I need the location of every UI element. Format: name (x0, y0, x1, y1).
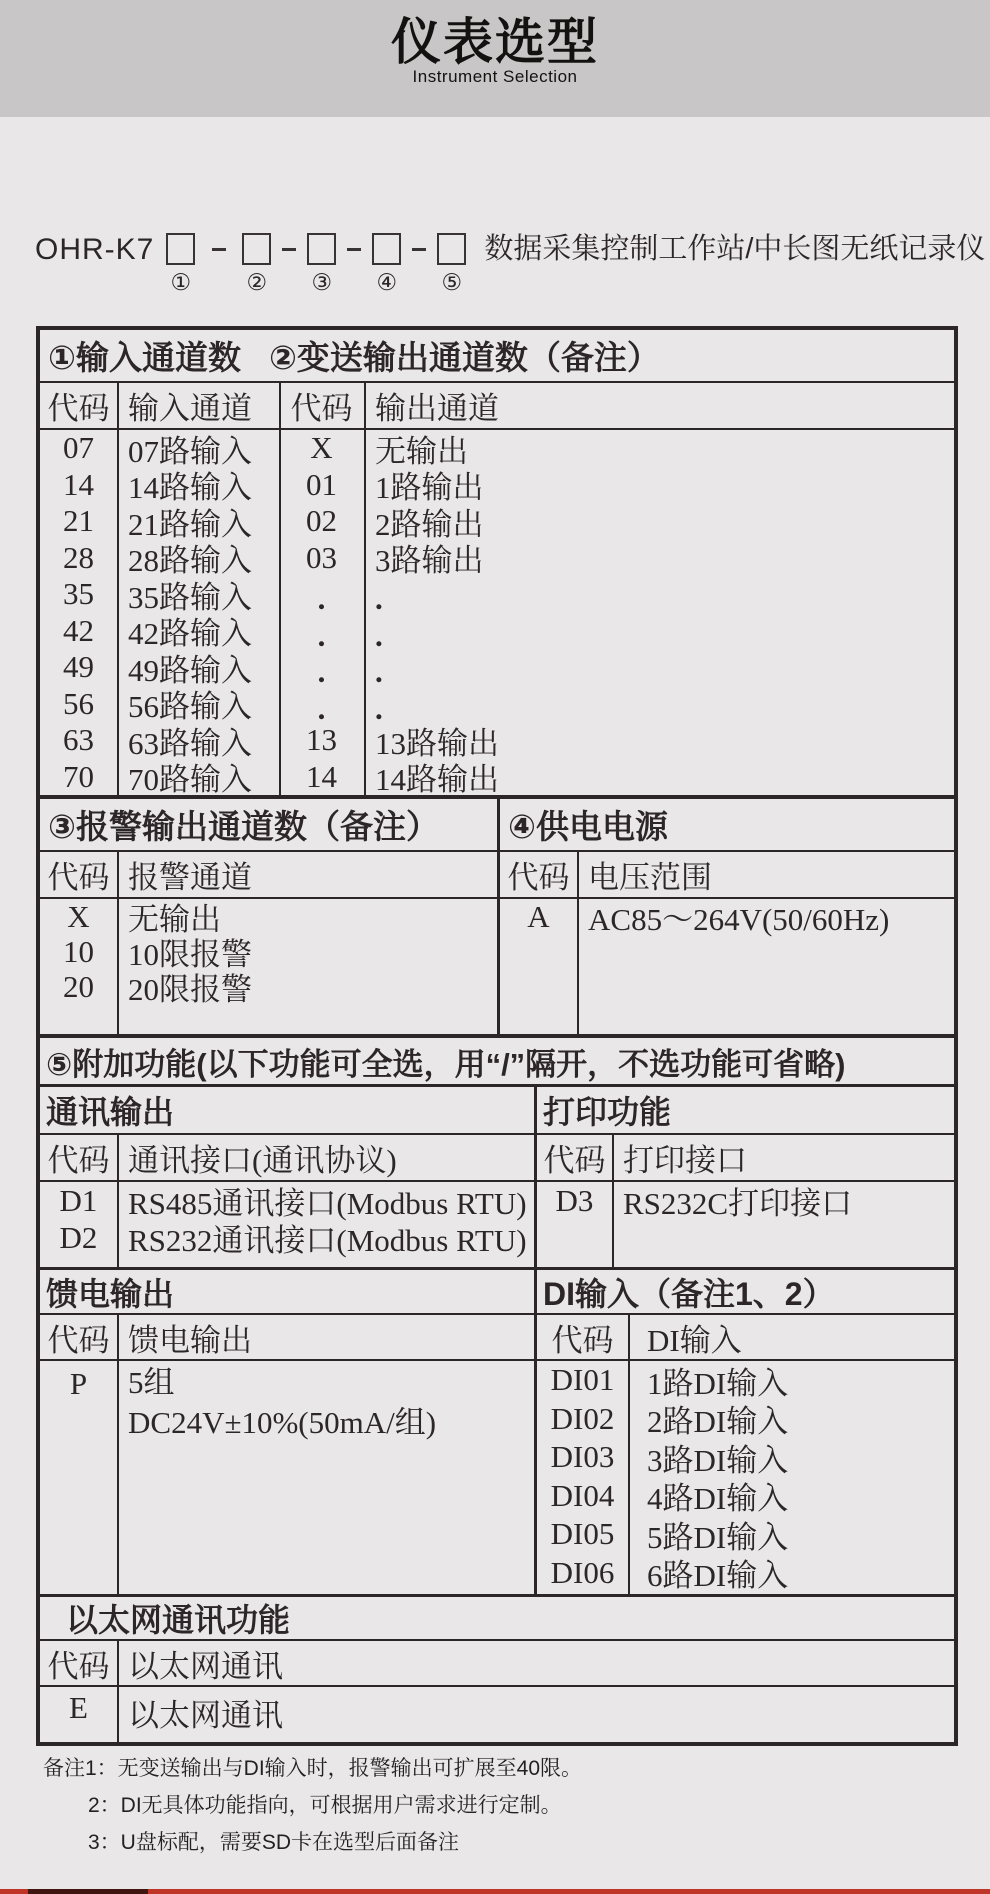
page-header (0, 0, 990, 117)
section-di (537, 1270, 954, 1594)
remark-2: 2：DI无具体功能指向，可根据用户需求进行定制。 (88, 1794, 562, 1817)
value-cell: 5路DI输入 (647, 1519, 789, 1555)
table-row (40, 576, 954, 617)
col-header-code: 代码 (543, 1143, 606, 1178)
table-row (40, 1219, 534, 1256)
section-ethernet (40, 1594, 954, 1742)
table-row (537, 1477, 954, 1516)
table-row (500, 898, 954, 937)
value-cell: 56路输入 (128, 689, 252, 725)
code-cell: 14 (306, 758, 337, 794)
table-row (40, 968, 497, 1007)
value-cell (117, 1361, 534, 1594)
table-row (40, 898, 497, 937)
print-rows (537, 1182, 954, 1219)
section-comm-print (40, 1087, 954, 1267)
code-cell: DI04 (550, 1477, 615, 1513)
selection-table (36, 326, 958, 1746)
di-title: DI输入（备注1、2） (537, 1270, 954, 1315)
value-cell: 1路DI输入 (647, 1365, 789, 1401)
table-row (40, 649, 954, 690)
comm-header-row (40, 1135, 534, 1182)
model-slot-box (437, 233, 466, 265)
value-cell: 以太网通讯 (128, 1698, 283, 1733)
code-cell: A (527, 898, 550, 934)
code-cell: D2 (59, 1219, 98, 1255)
print-title: 打印功能 (537, 1087, 954, 1135)
code-cell: DI06 (550, 1554, 615, 1590)
table-row (537, 1361, 954, 1400)
di-subtable (537, 1315, 954, 1594)
table-row (537, 1182, 954, 1219)
value-cell: 4路DI输入 (647, 1481, 789, 1517)
power-subtable (500, 852, 954, 1034)
code-cell: 63 (63, 722, 94, 758)
col-header-code: 代码 (47, 860, 110, 895)
col-header-code: 代码 (47, 1143, 110, 1178)
value-cell: 无输出 (128, 902, 221, 937)
code-cell: . (317, 581, 326, 617)
code-cell: . (317, 690, 326, 726)
code-cell: 42 (63, 612, 94, 648)
code-cell: . (317, 654, 326, 690)
value-cell: . (375, 690, 383, 726)
io-header-row (40, 383, 954, 430)
value-cell: 07路输入 (128, 433, 252, 469)
value-cell: 无输出 (375, 433, 468, 469)
alarm-subtable (40, 852, 497, 1034)
value-cell: 63路输入 (128, 725, 252, 761)
col-header-output-channel: 输出通道 (375, 391, 499, 426)
value-cell: 70路输入 (128, 762, 252, 798)
section-3-title: ③报警输出通道数（备注） (40, 799, 497, 852)
value-cell: AC85～264V(50/60Hz) (588, 902, 890, 937)
value-cell: 3路输出 (375, 543, 484, 579)
io-subtable (40, 383, 954, 798)
model-slot-5 (437, 233, 466, 295)
value-cell: . (375, 581, 383, 617)
feed-subtable (40, 1315, 534, 1594)
col-header-comm-interface: 通讯接口(通讯协议) (128, 1143, 397, 1178)
code-cell: 21 (63, 503, 94, 539)
model-slot-box (372, 233, 401, 265)
section-5-title: ⑤附加功能(以下功能可全选，用“/”隔开，不选功能可省略) (40, 1034, 954, 1087)
table-row (40, 612, 954, 653)
feed-title: 馈电输出 (40, 1270, 534, 1315)
value-cell: 42路输入 (128, 616, 252, 652)
value-cell: 35路输入 (128, 579, 252, 615)
section-4-title: ④供电电源 (500, 799, 954, 852)
table-row (40, 430, 954, 467)
model-slot-box (242, 233, 271, 265)
code-cell: 70 (63, 758, 94, 794)
page-title: 仪表选型 (391, 14, 599, 70)
section-comm (40, 1087, 537, 1267)
code-cell: 28 (63, 539, 94, 575)
col-header-input-channel: 输入通道 (128, 391, 252, 426)
table-row (40, 540, 954, 577)
comm-rows (40, 1182, 534, 1256)
code-cell: 01 (306, 466, 337, 502)
code-cell: X (310, 430, 333, 466)
section-print (537, 1087, 954, 1267)
code-cell: DI05 (550, 1516, 615, 1552)
value-cell: 2路DI输入 (647, 1404, 789, 1440)
code-cell: 56 (63, 685, 94, 721)
value-cell: 2路输出 (375, 506, 484, 542)
table-row (40, 933, 497, 972)
feed-row (40, 1361, 534, 1594)
value-cell: 3路DI输入 (647, 1442, 789, 1478)
table-row (40, 503, 954, 540)
feed-spec: DC24V±10%(50mA/组) (128, 1405, 437, 1440)
slot-number: ⑤ (441, 270, 463, 295)
value-cell: . (375, 617, 383, 653)
code-cell: 02 (306, 503, 337, 539)
print-header-row (537, 1135, 954, 1182)
value-cell: RS232通讯接口(Modbus RTU) (128, 1223, 527, 1258)
model-slot-box (307, 233, 336, 265)
remarks (43, 1757, 582, 1868)
power-rows (500, 898, 954, 937)
col-header-code: 代码 (47, 1648, 110, 1684)
value-cell: 49路输入 (128, 652, 252, 688)
remark-1: 备注1：无变送输出与DI输入时，报警输出可扩展至40限。 (43, 1757, 583, 1780)
table-row (40, 1182, 534, 1219)
value-cell: 21路输入 (128, 506, 252, 542)
section-feed (40, 1270, 537, 1594)
section-input-output (40, 330, 954, 798)
ethernet-title: 以太网通讯功能 (40, 1597, 954, 1641)
section-feed-di (40, 1267, 954, 1594)
model-description: 数据采集控制工作站/中长图无纸记录仪 (484, 233, 986, 265)
table-row (40, 722, 954, 759)
code-cell: 49 (63, 649, 94, 685)
dash-separator (282, 248, 296, 251)
section-1-2-title (40, 330, 954, 383)
col-header-ethernet: 以太网通讯 (128, 1648, 283, 1684)
table-row (537, 1438, 954, 1477)
section-alarm (40, 799, 500, 1034)
model-slot-3 (307, 233, 336, 295)
slot-number: ④ (376, 270, 398, 295)
code-cell: X (67, 898, 90, 934)
col-header-voltage-range: 电压范围 (588, 860, 712, 895)
code-cell: P (69, 1366, 88, 1401)
col-header-code: 代码 (47, 391, 110, 426)
alarm-rows (40, 898, 497, 1007)
dash-separator (212, 248, 226, 251)
col-header-code: 代码 (47, 1322, 110, 1358)
model-prefix: OHR-K7 (35, 233, 155, 266)
comm-subtable (40, 1135, 534, 1267)
code-cell: DI03 (550, 1439, 615, 1475)
code-cell: DI02 (550, 1400, 615, 1436)
remark-3: 3：U盘标配，需要SD卡在选型后面备注 (88, 1831, 460, 1854)
alarm-header-row (40, 852, 497, 899)
table-row (40, 467, 954, 504)
code-cell: D3 (555, 1182, 594, 1218)
page-subtitle: Instrument Selection (412, 67, 578, 86)
code-cell: 03 (306, 539, 337, 575)
code-cell: 13 (306, 722, 337, 758)
value-cell: 1路输出 (375, 470, 484, 506)
value-cell: 14路输出 (375, 762, 499, 798)
col-header-code: 代码 (290, 391, 353, 426)
section-power (500, 799, 954, 1034)
di-rows (537, 1361, 954, 1592)
table-row (537, 1554, 954, 1593)
col-header-di-input: DI输入 (647, 1322, 742, 1358)
value-cell: 10限报警 (128, 937, 252, 972)
code-cell: . (317, 617, 326, 653)
io-rows (40, 430, 954, 798)
value-cell: 13路输出 (375, 725, 499, 761)
value-cell: 28路输入 (128, 543, 252, 579)
ethernet-subtable (40, 1641, 954, 1742)
table-row (40, 759, 954, 796)
slot-number: ① (170, 270, 192, 295)
table-row (40, 685, 954, 726)
slot-number: ② (246, 270, 268, 295)
section-2-title: ②变送输出通道数（备注） (268, 339, 660, 376)
value-cell: 20限报警 (128, 972, 252, 1007)
code-cell: D1 (59, 1182, 98, 1218)
model-slot-1 (166, 233, 195, 295)
model-slot-2 (242, 233, 271, 295)
code-cell: 20 (63, 968, 94, 1004)
col-header-code: 代码 (507, 860, 570, 895)
col-header-alarm-channel: 报警通道 (128, 860, 252, 895)
feed-groups: 5组 (128, 1365, 175, 1400)
value-cell: 14路输入 (128, 470, 252, 506)
model-slot-4 (372, 233, 401, 295)
di-header-row (537, 1315, 954, 1361)
code-cell: 14 (63, 466, 94, 502)
dash-separator (347, 248, 361, 251)
value-cell: RS232C打印接口 (623, 1186, 853, 1221)
section-1-title: ①输入通道数 (48, 339, 241, 376)
section-alarm-power (40, 795, 954, 1034)
ethernet-rows (40, 1687, 954, 1742)
print-subtable (537, 1135, 954, 1267)
value-cell: 6路DI输入 (647, 1558, 789, 1594)
model-code-diagram (35, 233, 985, 295)
dash-separator (412, 248, 426, 251)
power-header-row (500, 852, 954, 899)
slot-number: ③ (311, 270, 333, 295)
col-header-feed-output: 馈电输出 (128, 1322, 252, 1358)
table-row (537, 1400, 954, 1439)
code-cell: 35 (63, 576, 94, 612)
bottom-accent-dark-segment (28, 1889, 148, 1894)
feed-header-row (40, 1315, 534, 1361)
col-header-print-interface: 打印接口 (623, 1143, 747, 1178)
code-cell: 10 (63, 933, 94, 969)
model-slot-box (166, 233, 195, 265)
code-cell: E (69, 1690, 88, 1725)
value-cell: . (375, 654, 383, 690)
comm-title: 通讯输出 (40, 1087, 534, 1135)
value-cell: RS485通讯接口(Modbus RTU) (128, 1186, 527, 1221)
table-row (537, 1515, 954, 1554)
bottom-accent-bar (0, 1889, 990, 1894)
col-header-code: 代码 (551, 1322, 614, 1358)
ethernet-header-row (40, 1641, 954, 1687)
code-cell: DI01 (550, 1362, 615, 1398)
table-row (40, 1687, 954, 1742)
code-cell: 07 (63, 430, 94, 466)
